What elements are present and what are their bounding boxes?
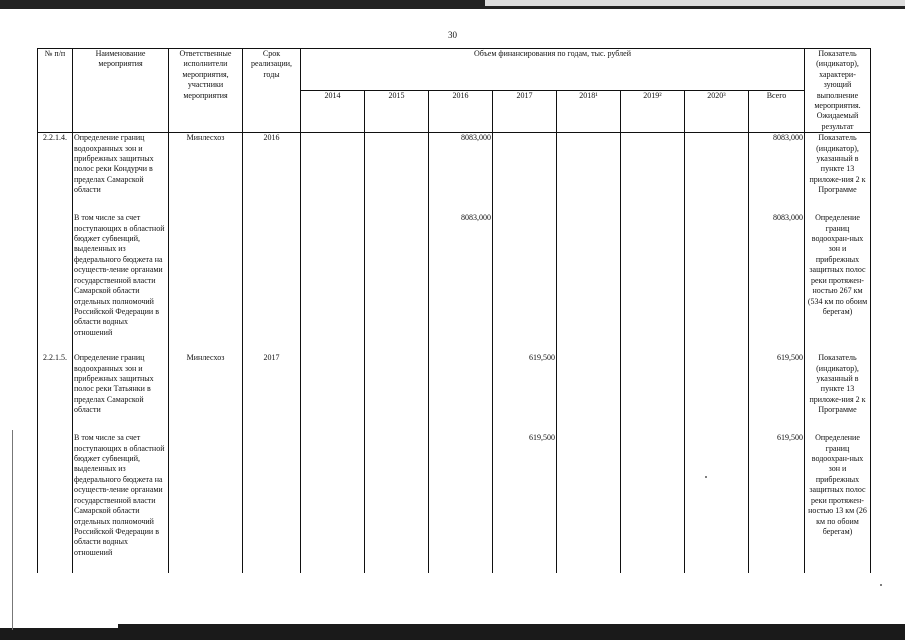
row-name: Определение границ водоохранных зон и прибрежных защитных полос реки Татьянки в пределах Самарской области bbox=[73, 353, 169, 433]
row-name: В том числе за счет поступающих в областной бюджет субвенций, выделенных из федерального бюджета на осуществ-ление органами государственной власти Самарской области отдельных полномочий Российской Федерации в области водных отношений bbox=[73, 433, 169, 573]
row-value-2017 bbox=[493, 133, 557, 214]
row-indicator: Определение границ водоохран-ных зон и прибрежных защитных полос реки протяжен-ностью 267 км (534 км по обоим берегам) bbox=[805, 213, 871, 353]
row-term bbox=[243, 213, 301, 353]
row-value-2017: 619,500 bbox=[493, 433, 557, 573]
header-year-2014: 2014 bbox=[301, 91, 365, 133]
table-header bbox=[38, 49, 871, 133]
header-name: Наименование мероприятия bbox=[73, 49, 169, 133]
row-value-2017 bbox=[493, 213, 557, 353]
row-value-2019 bbox=[621, 213, 685, 353]
row-total: 8083,000 bbox=[749, 133, 805, 214]
row-value-2015 bbox=[365, 133, 429, 214]
row-indicator: Показатель (индикатор), указанный в пункте 13 приложе-ния 2 к Программе bbox=[805, 353, 871, 433]
row-total: 619,500 bbox=[749, 353, 805, 433]
table-row bbox=[38, 433, 871, 573]
row-executor bbox=[169, 433, 243, 573]
header-year-2020: 2020³ bbox=[685, 91, 749, 133]
header-total: Всего bbox=[749, 91, 805, 133]
row-executor bbox=[169, 213, 243, 353]
row-value-2016 bbox=[429, 353, 493, 433]
row-value-2020 bbox=[685, 433, 749, 573]
header-funding: Объем финансирования по годам, тыс. рублей bbox=[301, 49, 805, 91]
page-number: 30 bbox=[448, 30, 457, 40]
row-value-2015 bbox=[365, 353, 429, 433]
row-value-2020 bbox=[685, 213, 749, 353]
scan-edge-top-right bbox=[485, 0, 905, 6]
row-value-2014 bbox=[301, 353, 365, 433]
row-total: 619,500 bbox=[749, 433, 805, 573]
row-name: В том числе за счет поступающих в областной бюджет субвенций, выделенных из федерального бюджета на осуществ-ление органами государственной власти Самарской области отдельных полномочий Российской Федерации в области водных отношений bbox=[73, 213, 169, 353]
row-value-2019 bbox=[621, 433, 685, 573]
row-value-2020 bbox=[685, 353, 749, 433]
row-value-2018 bbox=[557, 353, 621, 433]
row-value-2019 bbox=[621, 133, 685, 214]
row-num: 2.2.1.4. bbox=[38, 133, 73, 214]
row-value-2014 bbox=[301, 133, 365, 214]
row-value-2014 bbox=[301, 213, 365, 353]
row-name: Определение границ водоохранных зон и прибрежных защитных полос реки Кондурчи в пределах Самарской области bbox=[73, 133, 169, 214]
table-row bbox=[38, 213, 871, 353]
row-term: 2016 bbox=[243, 133, 301, 214]
row-indicator: Определение границ водоохран-ных зон и прибрежных защитных полос реки протяжен-ностью 13 км (26 км по обоим берегам) bbox=[805, 433, 871, 573]
header-executors: Ответственные исполнители мероприятия, участники мероприятия bbox=[169, 49, 243, 133]
header-year-2018: 2018¹ bbox=[557, 91, 621, 133]
row-term: 2017 bbox=[243, 353, 301, 433]
row-total: 8083,000 bbox=[749, 213, 805, 353]
row-value-2018 bbox=[557, 133, 621, 214]
scan-shadow-left bbox=[12, 430, 13, 630]
scan-speck bbox=[705, 476, 707, 478]
scan-edge-bottom-gap bbox=[0, 622, 118, 628]
row-executor: Минлесхоз bbox=[169, 353, 243, 433]
row-value-2016: 8083,000 bbox=[429, 213, 493, 353]
row-num bbox=[38, 433, 73, 573]
table-row bbox=[38, 353, 871, 433]
scan-edge-bottom bbox=[0, 624, 905, 640]
row-value-2016: 8083,000 bbox=[429, 133, 493, 214]
row-value-2015 bbox=[365, 213, 429, 353]
header-year-2015: 2015 bbox=[365, 91, 429, 133]
financing-table bbox=[37, 48, 871, 573]
row-value-2020 bbox=[685, 133, 749, 214]
row-num: 2.2.1.5. bbox=[38, 353, 73, 433]
header-num: № п/п bbox=[38, 49, 73, 133]
row-value-2014 bbox=[301, 433, 365, 573]
row-value-2017: 619,500 bbox=[493, 353, 557, 433]
row-value-2018 bbox=[557, 213, 621, 353]
row-value-2018 bbox=[557, 433, 621, 573]
row-value-2016 bbox=[429, 433, 493, 573]
row-executor: Минлесхоз bbox=[169, 133, 243, 214]
row-term bbox=[243, 433, 301, 573]
header-year-2017: 2017 bbox=[493, 91, 557, 133]
row-indicator: Показатель (индикатор), указанный в пункте 13 приложе-ния 2 к Программе bbox=[805, 133, 871, 214]
row-value-2019 bbox=[621, 353, 685, 433]
table-row bbox=[38, 133, 871, 214]
header-term: Срок реализации, годы bbox=[243, 49, 301, 133]
header-year-2019: 2019² bbox=[621, 91, 685, 133]
header-year-2016: 2016 bbox=[429, 91, 493, 133]
row-num bbox=[38, 213, 73, 353]
row-value-2015 bbox=[365, 433, 429, 573]
header-indicator: Показатель (индикатор), характери-зующий выполнение мероприятия. Ожидаемый результат bbox=[805, 49, 871, 133]
scan-speck bbox=[880, 584, 882, 586]
